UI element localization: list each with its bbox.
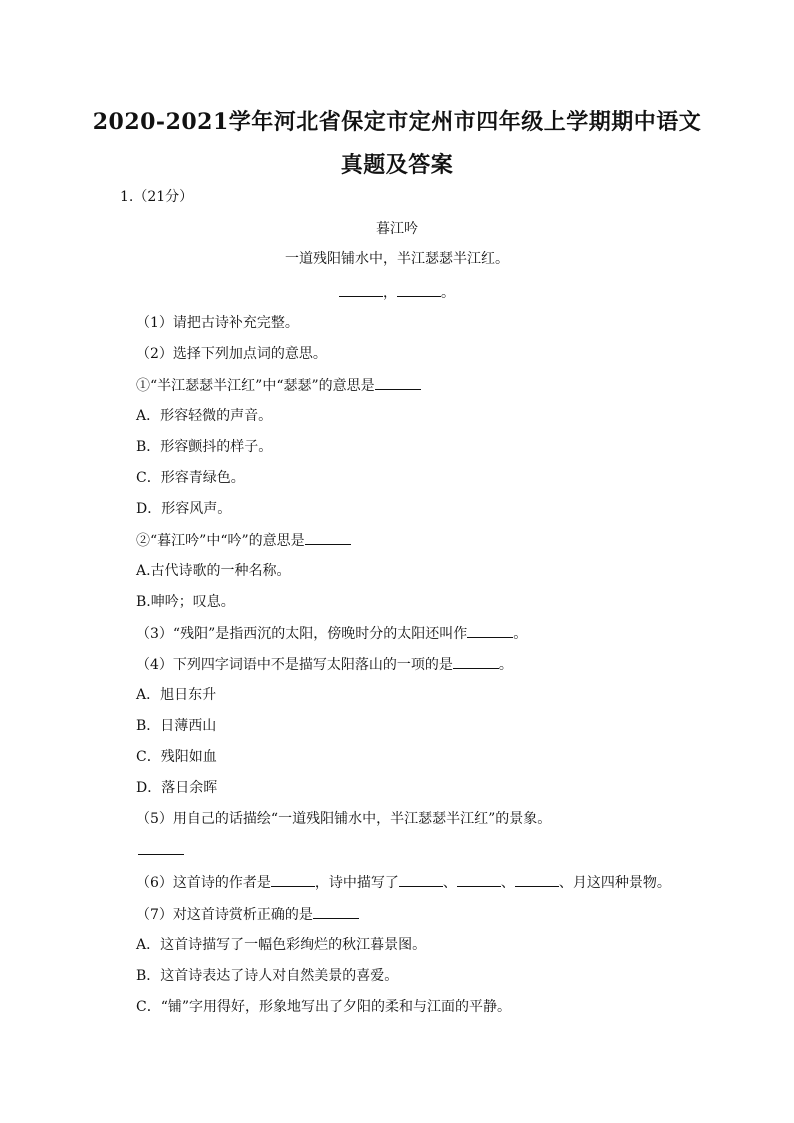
answer-blank[interactable]: [457, 873, 501, 887]
poem-end: 。: [441, 285, 455, 301]
question-text: （6）这首诗的作者是: [136, 875, 271, 891]
answer-blank[interactable]: [138, 841, 184, 855]
answer-blank[interactable]: [397, 283, 441, 297]
document-title-line1: 2020-2021学年河北省保定市定州市四年级上学期期中语文: [92, 109, 702, 135]
option-c: C．形容青绿色。: [136, 470, 245, 486]
question-text: （7）对这首诗赏析正确的是: [136, 907, 313, 923]
option-a: A.古代诗歌的一种名称。: [136, 563, 291, 579]
poem-line-1: 一道残阳铺水中，半江瑟瑟半江红。: [285, 251, 509, 267]
sub-question-4: [136, 655, 513, 674]
answer-blank[interactable]: [271, 873, 315, 887]
sub-question-3: [136, 624, 527, 643]
sub-question-2-part-1: [136, 376, 421, 395]
sub-question-1: （1）请把古诗补充完整。: [136, 315, 299, 331]
question-text: ②“暮江吟”中“吟”的意思是: [136, 533, 305, 549]
answer-blank[interactable]: [313, 905, 359, 919]
answer-blank[interactable]: [453, 655, 499, 669]
option-b: B．形容颤抖的样子。: [136, 439, 273, 455]
answer-blank[interactable]: [467, 624, 513, 638]
answer-blank[interactable]: [515, 873, 559, 887]
sub-question-2-part-2: [136, 531, 351, 550]
answer-blank[interactable]: [399, 873, 443, 887]
answer-blank[interactable]: [305, 531, 351, 545]
sub-question-5: （5）用自己的话描绘“一道残阳铺水中，半江瑟瑟半江红”的景象。: [136, 811, 552, 827]
poem-separator: ，: [383, 285, 397, 301]
answer-blank[interactable]: [375, 376, 421, 390]
option-b: B.呻吟；叹息。: [136, 594, 235, 610]
question-text: （3）“残阳”是指西沉的太阳，傍晚时分的太阳还叫作: [136, 626, 468, 642]
question-end: 。: [498, 657, 513, 673]
option-b: B．这首诗表达了诗人对自然美景的喜爱。: [136, 968, 399, 984]
document-title-line2: 真题及答案: [340, 152, 454, 178]
question-end: 。: [513, 626, 528, 642]
poem-line-2-blanks: [0, 283, 794, 302]
question-1-header: 1.（21分）: [120, 189, 194, 205]
answer-blank[interactable]: [339, 283, 383, 297]
option-c: C．“铺”字用得好，形象地写出了夕阳的柔和与江面的平静。: [136, 999, 512, 1015]
sub-question-2: （2）选择下列加点词的意思。: [136, 346, 327, 362]
separator: 、: [442, 875, 457, 891]
question-text: ①“半江瑟瑟半江红”中“瑟瑟”的意思是: [136, 378, 375, 394]
option-d: D．落日余晖: [136, 780, 218, 796]
option-a: A．形容轻微的声音。: [136, 408, 273, 424]
sub-question-6: [136, 873, 671, 892]
question-text-2: ，诗中描写了: [314, 875, 399, 891]
option-a: A．这首诗描写了一幅色彩绚烂的秋江暮景图。: [136, 937, 427, 953]
question-end: 、月这四种景物。: [558, 875, 671, 891]
separator: 、: [500, 875, 515, 891]
option-c: C．残阳如血: [136, 749, 217, 765]
sub-question-7: [136, 905, 359, 924]
option-b: B．日薄西山: [136, 718, 217, 734]
option-a: A．旭日东升: [136, 687, 217, 703]
sub-question-5-answer: [138, 841, 184, 860]
poem-title: 暮江吟: [376, 221, 418, 237]
option-d: D．形容风声。: [136, 501, 232, 517]
question-text: （4）下列四字词语中不是描写太阳落山的一项的是: [136, 657, 453, 673]
